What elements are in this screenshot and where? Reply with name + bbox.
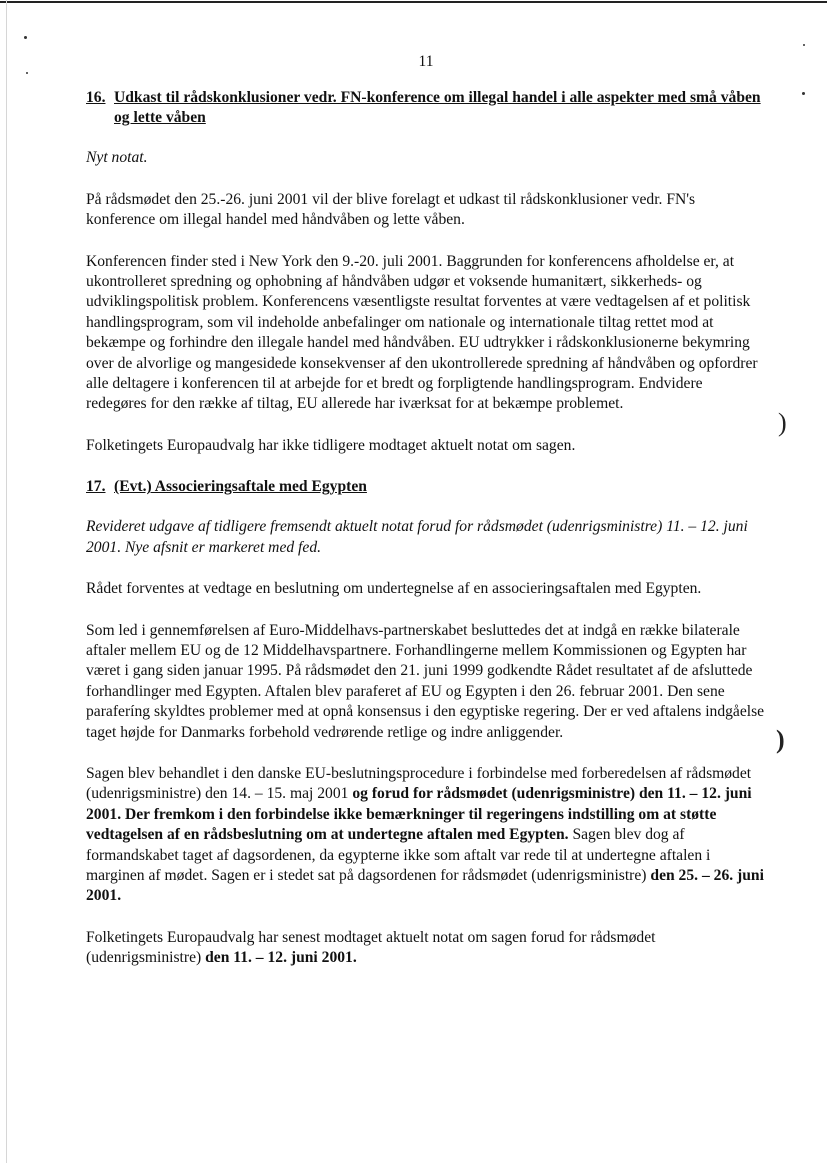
- scan-speck: [26, 72, 28, 74]
- section-16-paragraph-1: På rådsmødet den 25.-26. juni 2001 vil der blive forelagt et udkast til rådskonklusioner vedr. FN's konference om illegal handel med håndvåben og lette våben.: [86, 190, 696, 229]
- section-16-note: Nyt notat.: [86, 149, 148, 167]
- section-17-heading: [86, 477, 766, 497]
- document-page: [86, 52, 766, 969]
- section-17-title: (Evt.) Associeringsaftale med Egypten: [114, 478, 367, 496]
- section-16-paragraph-3: Folketingets Europaudvalg har ikke tidligere modtaget aktuelt notat om sagen.: [86, 436, 576, 454]
- scan-left-edge: [6, 0, 7, 1163]
- paragraph-text: Sagen blev behandlet i den danske EU-beslutningsprocedure i forbindelse med forberedelsen af rådsmødet (udenrigsministre) den 14. – 15. maj 2001: [86, 764, 752, 803]
- page-number: 11: [418, 53, 434, 70]
- section-16-heading: [86, 88, 766, 128]
- scan-margin-mark: ): [778, 408, 787, 437]
- scan-speck: [24, 36, 27, 39]
- paragraph-bold-text: den 11. – 12. juni 2001.: [205, 949, 357, 967]
- section-16-paragraph-2: Konferencen finder sted i New York den 9.-20. juli 2001. Baggrunden for konferencens afholdelse er, at ukontrolleret spredning og ophobning af håndvåben udgør et voksende humanitært, sikkerheds- og udviklingspolitisk problem. Konferencens væsentligste resultat forventes at være vedtagelsen af et politisk handlingsprogram, som vil indeholde anbefalinger om nationale og internationale tiltag rettet mod at bekæmpe og forhindre den illegale handel med håndvåben. EU udtrykker i rådskonklusionerne bekymring over de alvorlige og mangesidede konsekvenser af den ukontrollerede spredning af håndvåben og opfordrer alle deltagere i konferencen til at arbejde for et bredt og forpligtende handlingsprogram. Endvidere redegøres for den række af tiltag, EU allerede har iværksat for at bekæmpe problemet.: [86, 252, 758, 413]
- section-17-paragraph-1: Rådet forventes at vedtage en beslutning om undertegnelse af en associeringsaftalen med Egypten.: [86, 580, 702, 598]
- section-17-paragraph-3: [86, 764, 766, 907]
- section-17-number: 17.: [86, 478, 106, 496]
- scan-top-rule: [0, 1, 827, 3]
- scan-speck: [803, 44, 805, 46]
- section-17-paragraph-4: [86, 928, 766, 969]
- paragraph-text: Sagen blev dog af formandskabet taget af dagsordenen, da egypterne ikke som aftalt var rede til at undertegne aftalen i marginen af mødet. Sagen er i stedet sat på dagsordenen for rådsmødet (udenrigsministre): [86, 826, 711, 884]
- paragraph-text: Folketingets Europaudvalg har senest modtaget aktuelt notat om sagen forud for rådsmødet (udenrigsministre): [86, 928, 656, 967]
- section-16-number: 16.: [86, 89, 106, 107]
- scan-speck: [802, 92, 805, 95]
- section-16-title: Udkast til rådskonklusioner vedr. FN-konference om illegal handel i alle aspekter med små våben og lette våben: [114, 89, 761, 127]
- section-17-paragraph-2: Som led i gennemførelsen af Euro-Middelhavs-partnerskabet besluttedes det at indgå en række bilaterale aftaler mellem EU og de 12 Middelhavspartnere. Forhandlingerne mellem Kommissionen og Egypten har været i gang siden januar 1995. På rådsmødet den 21. juni 1999 godkendte Rådet resultatet af de afsluttede forhandlinger med Egypten. Aftalen blev paraferet af EU og Egypten i den 26. februar 2001. Den sene paraferíng skyldtes problemer med at opnå konsensus i den egyptiske regering. Der er ved aftalens indgåelse taget højde for Danmarks forbehold vedrørende retlige og indre anliggender.: [86, 621, 765, 741]
- paragraph-bold-text: den 25. – 26. juni 2001.: [86, 866, 764, 905]
- scan-margin-mark: ): [776, 725, 785, 754]
- section-17-note: Revideret udgave af tidligere fremsendt aktuelt notat forud for rådsmødet (udenrigsministre) 11. – 12. juni 2001. Nye afsnit er markeret med fed.: [86, 518, 748, 556]
- paragraph-bold-text: og forud for rådsmødet (udenrigsministre) den 11. – 12. juni 2001. Der fremkom i den forbindelse ikke bemærkninger til regeringens indstilling om at støtte vedtagelsen af en rådsbeslutning om at undertegne aftalen med Egypten.: [86, 785, 752, 844]
